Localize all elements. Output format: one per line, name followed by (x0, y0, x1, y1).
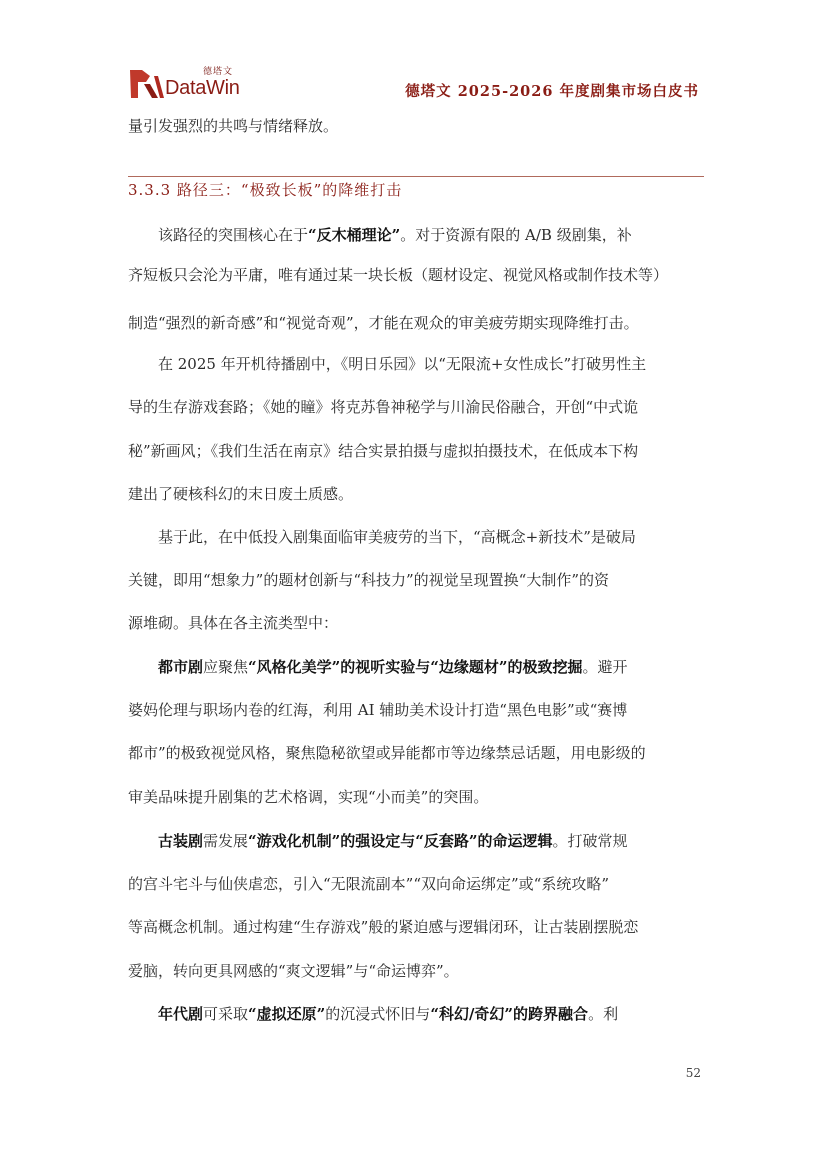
paragraph-line: 制造“强烈的新奇感”和“视觉奇观”，才能在观众的审美疲劳期实现降维打击。 (128, 314, 639, 332)
page-number: 52 (685, 1066, 701, 1080)
paragraph-line: 建出了硬核科幻的末日废土质感。 (128, 485, 354, 503)
section-heading: 3.3.3 路径三：“极致长板”的降维打击 (128, 181, 403, 199)
paragraph-line: 审美品味提升剧集的艺术格调，实现“小而美”的突围。 (128, 788, 489, 806)
paragraph-line: 在 2025 年开机待播剧中，《明日乐园》以“无限流+女性成长”打破男性主 (158, 355, 647, 373)
paragraph-line: 源堆砌。具体在各主流类型中： (128, 614, 339, 632)
paragraph-line: 都市剧应聚焦“风格化美学”的视听实验与“边缘题材”的极致挖掘。避开 (158, 658, 628, 676)
paragraph-line: 该路径的突围核心在于“反木桶理论”。对于资源有限的 A/B 级剧集，补 (158, 226, 632, 244)
text-line: 量引发强烈的共鸣与情绪释放。 (128, 117, 339, 135)
paragraph-line: 爱脑，转向更具网感的“爽文逻辑”与“命运博弈”。 (128, 962, 459, 980)
paragraph-line: 基于此，在中低投入剧集面临审美疲劳的当下，“高概念+新技术”是破局 (158, 528, 636, 546)
paragraph-line: 导的生存游戏套路；《她的瞳》将克苏鲁神秘学与川渝民俗融合，开创“中式诡 (128, 398, 639, 416)
section-divider (128, 176, 704, 177)
document-title: 德塔文 2025-2026 年度剧集市场白皮书 (405, 83, 699, 100)
logo-brand-text: DataWin (165, 77, 240, 99)
paragraph-line: 齐短板只会沦为平庸，唯有通过某一块长板（题材设定、视觉风格或制作技术等） (128, 266, 669, 284)
paragraph-line: 婆妈伦理与职场内卷的红海，利用 AI 辅助美术设计打造“黑色电影”或“赛博 (128, 701, 628, 719)
paragraph-line: 等高概念机制。通过构建“生存游戏”般的紧迫感与逻辑闭环，让古装剧摆脱恋 (128, 918, 639, 936)
paragraph-line: 的宫斗宅斗与仙侠虐恋，引入“无限流副本”“双向命运绑定”或“系统攻略” (128, 875, 610, 893)
logo-chinese-text: 德塔文 (203, 67, 234, 77)
paragraph-line: 秘”新画风；《我们生活在南京》结合实景拍摄与虚拟拍摄技术，在低成本下构 (128, 442, 639, 460)
paragraph-line: 年代剧可采取“虚拟还原”的沉浸式怀旧与“科幻/奇幻”的跨界融合。利 (158, 1005, 619, 1023)
paragraph-line: 古装剧需发展“游戏化机制”的强设定与“反套路”的命运逻辑。打破常规 (158, 832, 628, 850)
paragraph-line: 都市”的极致视觉风格，聚焦隐秘欲望或异能都市等边缘禁忌话题，用电影级的 (128, 744, 646, 762)
paragraph-line: 关键，即用“想象力”的题材创新与“科技力”的视觉呈现置换“大制作”的资 (128, 571, 610, 589)
